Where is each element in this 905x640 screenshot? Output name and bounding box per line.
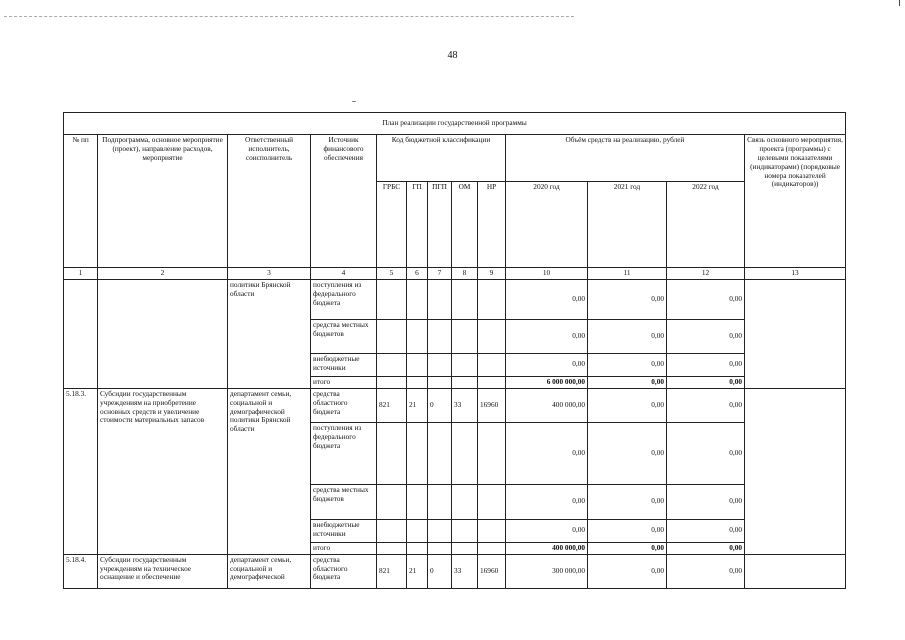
program-plan-table bbox=[63, 112, 846, 589]
cell-pgp: 0 bbox=[428, 388, 452, 422]
cell-source: итого bbox=[311, 376, 377, 388]
table-title: План реализации государственной программы bbox=[64, 113, 846, 135]
col-number: 12 bbox=[667, 268, 745, 280]
header-nr: НР bbox=[478, 182, 506, 268]
cell-2020: 400 000,00 bbox=[506, 388, 588, 422]
cell-source: внебюджетные источники bbox=[311, 353, 377, 376]
cell-2020: 0,00 bbox=[506, 484, 588, 519]
header-2021: 2021 год bbox=[588, 182, 667, 268]
cell-source: средства областного бюджета bbox=[311, 554, 377, 588]
header-grbs: ГРБС bbox=[377, 182, 407, 268]
cell-2022: 0,00 bbox=[667, 353, 745, 376]
cell-2021: 0,00 bbox=[588, 353, 667, 376]
col-number: 4 bbox=[311, 268, 377, 280]
header-budget-code: Код бюджетной классификации bbox=[377, 135, 506, 182]
cell-2020: 400 000,00 bbox=[506, 542, 588, 554]
cell-link bbox=[745, 279, 846, 388]
cell-subprogram bbox=[98, 279, 228, 388]
cell-source: итого bbox=[311, 542, 377, 554]
scan-artifact-dash bbox=[352, 101, 356, 102]
cell-2022: 0,00 bbox=[667, 319, 745, 353]
header-volume: Объём средств на реализацию, рублей bbox=[506, 135, 745, 182]
cell-2021: 0,00 bbox=[588, 554, 667, 588]
page-number: 48 bbox=[447, 50, 458, 61]
table-title-row bbox=[64, 113, 846, 135]
header-row bbox=[64, 135, 846, 182]
cell-executor: политики Брянской области bbox=[228, 279, 311, 388]
header-source: Источник финансового обеспечения bbox=[311, 135, 377, 268]
cell-2022: 0,00 bbox=[667, 542, 745, 554]
cell-2021: 0,00 bbox=[588, 519, 667, 542]
header-om: ОМ bbox=[452, 182, 478, 268]
cell-link bbox=[745, 388, 846, 554]
cell-source: средства областного бюджета bbox=[311, 388, 377, 422]
cell-2021: 0,00 bbox=[588, 484, 667, 519]
column-number-row bbox=[64, 268, 846, 280]
col-number: 8 bbox=[452, 268, 478, 280]
cell-2020: 0,00 bbox=[506, 353, 588, 376]
scan-artifact-line bbox=[4, 16, 574, 18]
cell-2022: 0,00 bbox=[667, 376, 745, 388]
cell-grbs: 821 bbox=[377, 388, 407, 422]
col-number: 11 bbox=[588, 268, 667, 280]
col-number: 13 bbox=[745, 268, 846, 280]
cell-grbs: 821 bbox=[377, 554, 407, 588]
cell-2022: 0,00 bbox=[667, 554, 745, 588]
cell-2020: 0,00 bbox=[506, 319, 588, 353]
cell-executor: департамент семьи, социальной и демографической bbox=[228, 554, 311, 588]
cell-source: поступления из федерального бюджета bbox=[311, 279, 377, 319]
table-row bbox=[64, 279, 846, 319]
cell-source: средства местных бюджетов bbox=[311, 319, 377, 353]
table-row bbox=[64, 554, 846, 588]
cell-source: внебюджетные источники bbox=[311, 519, 377, 542]
cell-pgp: 0 bbox=[428, 554, 452, 588]
cell-source: средства местных бюджетов bbox=[311, 484, 377, 519]
cell-2021: 0,00 bbox=[588, 422, 667, 484]
cell-gp: 21 bbox=[407, 554, 428, 588]
cell-2021: 0,00 bbox=[588, 542, 667, 554]
cell-nr: 16960 bbox=[478, 554, 506, 588]
cell-2022: 0,00 bbox=[667, 388, 745, 422]
cell-2021: 0,00 bbox=[588, 376, 667, 388]
cell-nr: 16960 bbox=[478, 388, 506, 422]
cell-2022: 0,00 bbox=[667, 422, 745, 484]
cell-subprogram: Субсидии государственным учреждениям на приобретение основных средств и увеличение стоимости материальных запасов bbox=[98, 388, 228, 554]
col-number: 5 bbox=[377, 268, 407, 280]
cell-subprogram: Субсидии государственным учреждениям на техническое оснащение и обеспечение bbox=[98, 554, 228, 588]
cell-2021: 0,00 bbox=[588, 319, 667, 353]
table-row bbox=[64, 388, 846, 422]
cell-2020: 0,00 bbox=[506, 519, 588, 542]
header-2020: 2020 год bbox=[506, 182, 588, 268]
header-subprogram: Подпрограмма, основное мероприятие (проект), направление расходов, мероприятие bbox=[98, 135, 228, 268]
header-executor: Ответственный исполнитель, соисполнитель bbox=[228, 135, 311, 268]
header-link: Связь основного мероприятия, проекта (программы) с целевыми показателями (индикаторами) (порядковые номера показателей (индикаторов)) bbox=[745, 135, 846, 268]
cell-2020: 300 000,00 bbox=[506, 554, 588, 588]
cell-num: 5.18.3. bbox=[64, 388, 98, 554]
col-number: 9 bbox=[478, 268, 506, 280]
cell-2021: 0,00 bbox=[588, 388, 667, 422]
cell-num: 5.18.4. bbox=[64, 554, 98, 588]
cell-num bbox=[64, 279, 98, 388]
col-number: 3 bbox=[228, 268, 311, 280]
page-edge-mark bbox=[899, 0, 900, 6]
cell-gp: 21 bbox=[407, 388, 428, 422]
header-pgp: ПГП bbox=[428, 182, 452, 268]
cell-2022: 0,00 bbox=[667, 519, 745, 542]
cell-2021: 0,00 bbox=[588, 279, 667, 319]
cell-2020: 0,00 bbox=[506, 279, 588, 319]
cell-2022: 0,00 bbox=[667, 279, 745, 319]
col-number: 6 bbox=[407, 268, 428, 280]
cell-2020: 6 000 000,00 bbox=[506, 376, 588, 388]
cell-source: поступления из федерального бюджета bbox=[311, 422, 377, 484]
header-num: № пп bbox=[64, 135, 98, 268]
col-number: 10 bbox=[506, 268, 588, 280]
cell-2020: 0,00 bbox=[506, 422, 588, 484]
col-number: 1 bbox=[64, 268, 98, 280]
header-gp: ГП bbox=[407, 182, 428, 268]
cell-link bbox=[745, 554, 846, 588]
header-2022: 2022 год bbox=[667, 182, 745, 268]
cell-2022: 0,00 bbox=[667, 484, 745, 519]
cell-om: 33 bbox=[452, 554, 478, 588]
col-number: 2 bbox=[98, 268, 228, 280]
col-number: 7 bbox=[428, 268, 452, 280]
cell-executor: департамент семьи, социальной и демографической политики Брянской области bbox=[228, 388, 311, 554]
cell-om: 33 bbox=[452, 388, 478, 422]
